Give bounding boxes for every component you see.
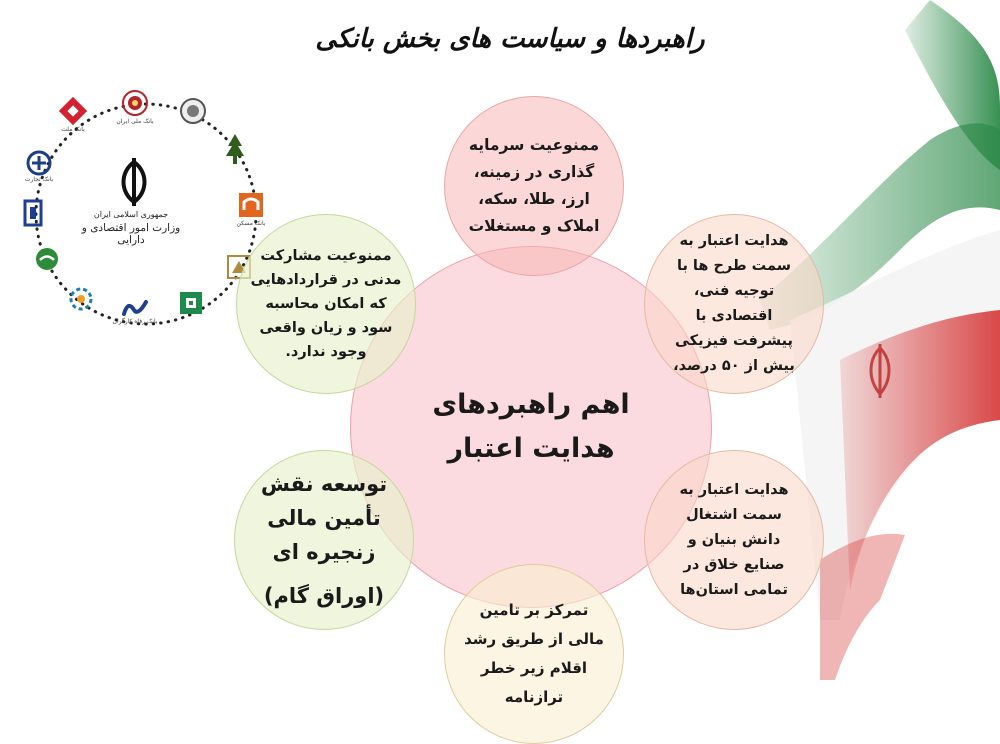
bubble-off-balance-financing xyxy=(444,564,624,744)
bank-caption: بانک مسکن xyxy=(236,220,266,227)
bubble-investment-ban xyxy=(444,96,624,276)
bubble-text: تمرکز بر تامین مالی از طریق رشد اقلام زیر خطر ترازنامه xyxy=(464,601,604,706)
bubble-civil-partnership-ban xyxy=(236,214,416,394)
center-title-line-2: هدایت اعتبار xyxy=(447,433,615,464)
iran-emblem-icon xyxy=(106,158,162,206)
bank-caption: بانک ملی ایران xyxy=(116,118,154,125)
saderat-logo-icon xyxy=(16,196,50,230)
page-title: راهبردها و سیاست های بخش بانکی xyxy=(315,24,705,54)
bank-caption: بانک ملت xyxy=(61,126,85,133)
bubble-text: ممنوعیت سرمایه گذاری در زمینه، ارز، طلا، سکه، املاک و مستغلات xyxy=(468,136,600,235)
tejarat-logo-icon xyxy=(22,146,56,180)
melli-logo-icon xyxy=(118,86,152,120)
sepah-logo-icon xyxy=(176,94,210,128)
ministry-name xyxy=(76,210,186,246)
center-title-line-1: اهم راهبردهای xyxy=(432,389,630,420)
mellat-logo-icon xyxy=(56,94,90,128)
bubble-subtext: (اوراق گام) xyxy=(263,584,385,608)
bubble-text: هدایت اعتبار به سمت اشتغال دانش بنیان و صنایع خلاق در تمامی استان‌ها xyxy=(679,481,789,598)
bubble-credit-to-projects xyxy=(644,214,824,394)
bubble-text: توسعه نقش تأمین مالی زنجیره ای xyxy=(260,472,388,564)
ministry-line-2: وزارت امور اقتصادی و دارایی xyxy=(81,222,181,246)
bank-caption: بانک رفاه کارگران xyxy=(112,318,158,325)
tosee-taavon-logo-icon xyxy=(30,242,64,276)
ministry-line-1: جمهوری اسلامی ایران xyxy=(93,210,169,219)
bank-caption: بانک تجارت xyxy=(24,176,54,183)
maskan-logo-icon xyxy=(234,188,268,222)
postbank-logo-icon xyxy=(64,282,98,316)
bubble-text: هدایت اعتبار به سمت طرح ها با توجیه فنی، اقتصادی با پیشرفت فیزیکی بیش از ۵۰ درصد، xyxy=(673,233,795,374)
edbi-logo-icon xyxy=(174,286,208,320)
bubble-credit-to-knowledge-jobs xyxy=(644,450,824,630)
bubble-supply-chain-finance xyxy=(234,450,414,630)
bubble-text: ممنوعیت مشارکت مدنی در قراردادهایی که امکان محاسبه سود و زیان واقعی وجود ندارد. xyxy=(250,248,402,360)
keshavarzi-logo-icon xyxy=(218,132,252,166)
